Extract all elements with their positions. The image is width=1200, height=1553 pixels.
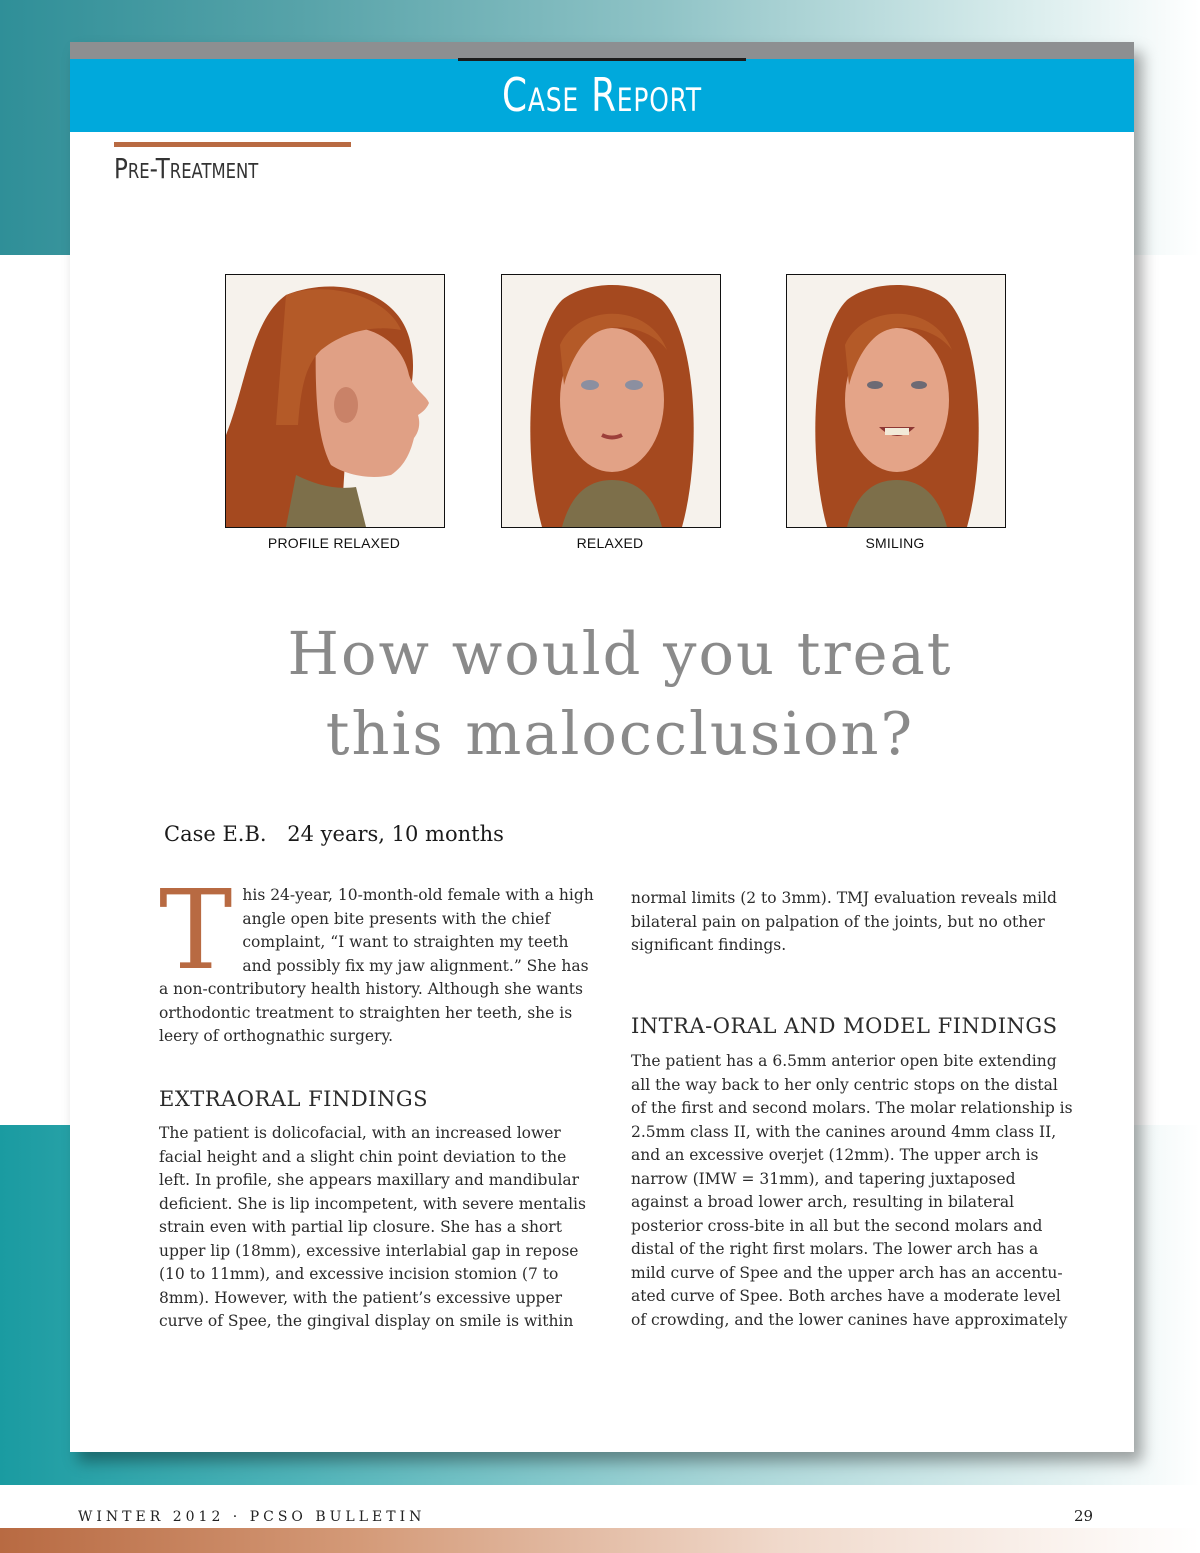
header-grey-bar bbox=[70, 42, 1134, 59]
case-age: 24 years, 10 months bbox=[287, 822, 504, 846]
drop-cap: T bbox=[159, 866, 233, 994]
smiling-photo bbox=[786, 274, 1006, 528]
extraoral-heading: EXTRAORAL FINDINGS bbox=[159, 1087, 428, 1111]
extraoral-paragraph bbox=[159, 1122, 595, 1334]
relaxed-caption: RELAXED bbox=[576, 535, 644, 551]
smiling-caption: SMILING bbox=[865, 535, 925, 551]
headline-line-2: this malocclusion? bbox=[325, 699, 915, 768]
intraoral-paragraph bbox=[631, 1050, 1077, 1332]
relaxed-photo bbox=[501, 274, 721, 528]
intraoral-heading: INTRA-ORAL AND MODEL FINDINGS bbox=[631, 1014, 1058, 1038]
profile-relaxed-photo bbox=[225, 274, 445, 528]
extraoral-text: The patient is dolicofacial, with an increased lower facial height and a slight chin point deviation to the left. In profile, she appears maxillary and mandibular deficient. She is lip incompetent, with severe mentalis strain even with partial lip closure. She has a short upper lip (18mm), excessive interlabial gap in repose (10 to 11mm), and excessive incision stomion (7 to 8mm). However, with the patient’s excessive upper curve of Spee, the gingival display on smile is within bbox=[159, 1124, 586, 1330]
subsection-title: Pre-Treatment bbox=[114, 152, 259, 185]
case-identifier bbox=[164, 822, 518, 846]
intro-paragraph bbox=[159, 866, 595, 1049]
footer-publication: WINTER 2012 · PCSO BULLETIN bbox=[78, 1509, 426, 1525]
subtitle-rule bbox=[114, 142, 351, 147]
continuation-text: normal limits (2 to 3mm). TMJ evaluation reveals mild bilateral pain on palpation of the joints, but no other significant findings. bbox=[631, 889, 1057, 954]
headline-line-1: How would you treat bbox=[287, 619, 953, 688]
headline bbox=[70, 614, 1170, 774]
section-title: Case Report bbox=[502, 68, 702, 122]
intro-text: his 24-year, 10-month-old female with a high angle open bite presents with the chief complaint, “I want to straighten my teeth and possibly fix my jaw alignment.” She has a non-contributory health history. Although she wants orthodontic treatment to straighten her teeth, she is leery of orthognathic surgery. bbox=[159, 886, 594, 1045]
intraoral-text: The patient has a 6.5mm anterior open bite extending all the way back to her only centric stops on the distal of the first and second molars. The molar relationship is 2.5mm class II, with the canines around 4mm class II, and an excessive overjet (12mm). The upper arch is narrow (IMW = 31mm), and tapering juxtaposed against a broad lower arch, resulting in bilateral posterior cross-bite in all but the second molars and distal of the right first molars. The lower arch has a mild curve of Spee and the upper arch has an accentu-ated curve of Spee. Both arches have a moderate level of crowding, and the lower canines have approximately bbox=[631, 1052, 1073, 1329]
profile-relaxed-caption: PROFILE RELAXED bbox=[267, 535, 401, 551]
background-copper-strip bbox=[0, 1528, 1200, 1553]
continuation-paragraph bbox=[631, 887, 1077, 958]
title-rule bbox=[458, 58, 746, 61]
page-sheet bbox=[70, 42, 1134, 1452]
page-number: 29 bbox=[1074, 1507, 1094, 1525]
case-name: Case E.B. bbox=[164, 822, 267, 846]
